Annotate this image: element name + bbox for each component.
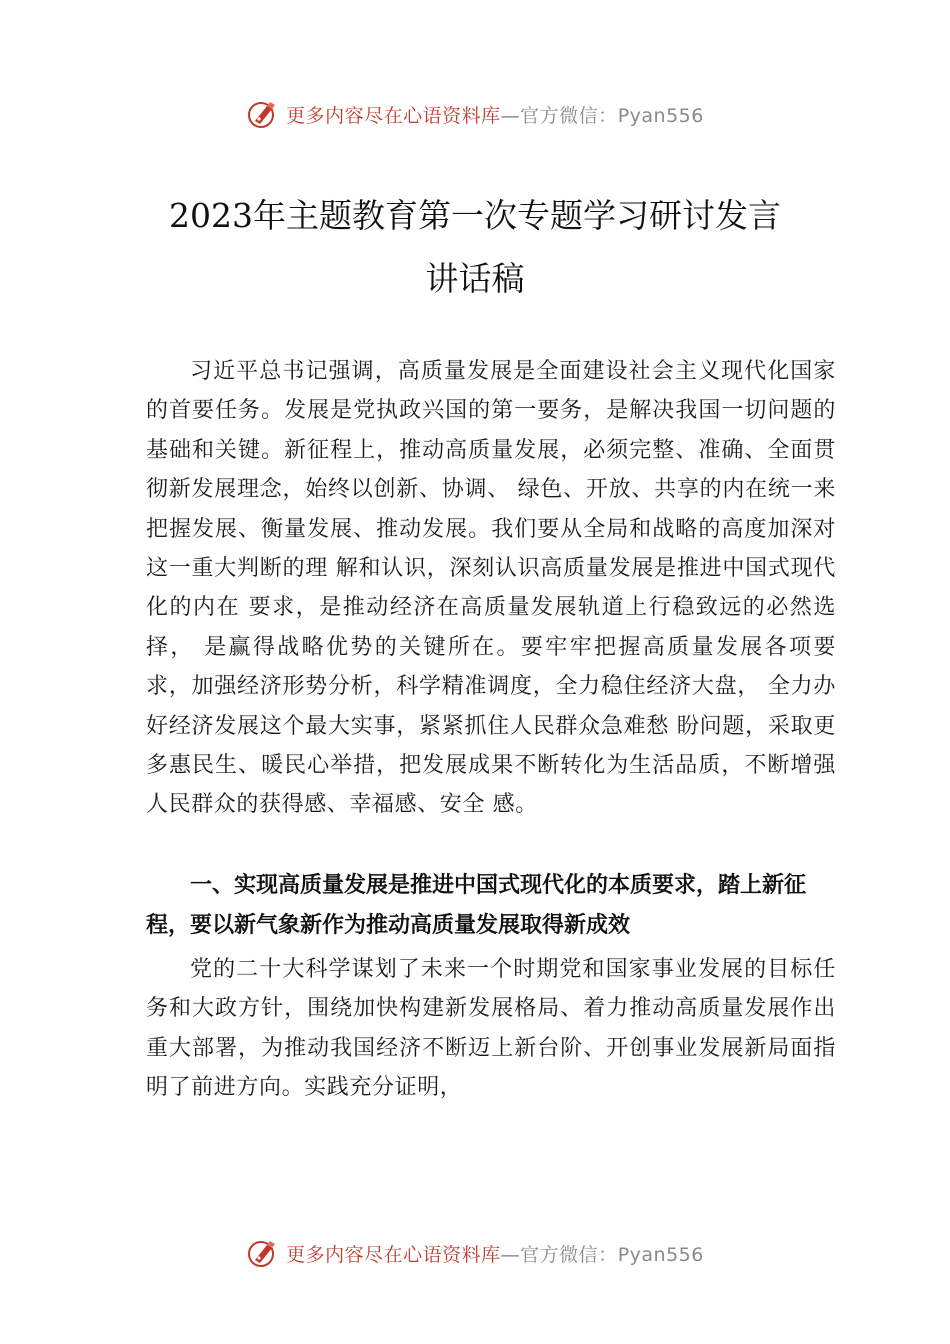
paragraph-intro xyxy=(146,352,836,825)
banner-wechat-id: Pyan556 xyxy=(617,1243,704,1266)
banner-dash: — xyxy=(500,104,521,127)
pen-nib-circle-icon xyxy=(246,97,280,131)
banner-brand: 更多内容尽在心语资料库 xyxy=(286,1243,501,1266)
paragraph-intro-text: 习近平总书记强调，高质量发展是全面建设社会主义现代化国家的首要任务。发展是党执政兴国的第一要务，是解决我国一切问题的基础和关键。新征程上，推动高质量发展，必须完整、准确、全面贯彻新发展理念，始终以创新、协调、 绿色、开放、共享的内在统一来把握发展、衡量发展、推动发展。我们要从全局和战略的高度加深对这一重大判断的理 解和认识，深刻认识高质量发展是推进中国式现代化的内在 要求，是推动经济在高质量发展轨道上行稳致远的必然选择， 是赢得战略优势的关键所在。要牢牢把握高质量发展各项要 求，加强经济形势分析，科学精准调度，全力稳住经济大盘， 全力办好经济发展这个最大实事，紧紧抓住人民群众急难愁 盼问题，采取更多惠民生、暖民心举措，把发展成果不断转化为生活品质，不断增强人民群众的获得感、幸福感、安全 感。 xyxy=(146,359,836,818)
banner-text xyxy=(286,1240,704,1267)
banner-wechat-label: 官方微信： xyxy=(520,1243,618,1266)
document-title-line2: 讲话稿 xyxy=(425,259,525,298)
banner-dash: — xyxy=(500,1243,521,1266)
banner-brand: 更多内容尽在心语资料库 xyxy=(286,104,501,127)
header-banner xyxy=(0,94,950,134)
paragraph-section-1-text: 党的二十大科学谋划了未来一个时期党和国家事业发展的目标任务和大政方针，围绕加快构建新发展格局、着力推动高质量发展作出重大部署，为推动我国经济不断迈上新台阶、开创事业发展新局面指明了前进方向。实践充分证明， xyxy=(146,957,836,1101)
section-heading-1-text: 一、实现高质量发展是推进中国式现代化的本质要求，踏上新征程，要以新气象新作为推动高质量发展取得新成效 xyxy=(146,873,807,938)
paragraph-section-1 xyxy=(146,950,836,1108)
section-heading-1 xyxy=(146,866,836,946)
banner-wechat-label: 官方微信： xyxy=(520,104,618,127)
pen-nib-circle-icon xyxy=(246,1236,280,1270)
document-title-line1: 2023年主题教育第一次专题学习研讨发言 xyxy=(169,196,781,235)
banner-wechat-id: Pyan556 xyxy=(617,104,704,127)
footer-banner xyxy=(0,1233,950,1273)
banner-text xyxy=(286,101,704,128)
